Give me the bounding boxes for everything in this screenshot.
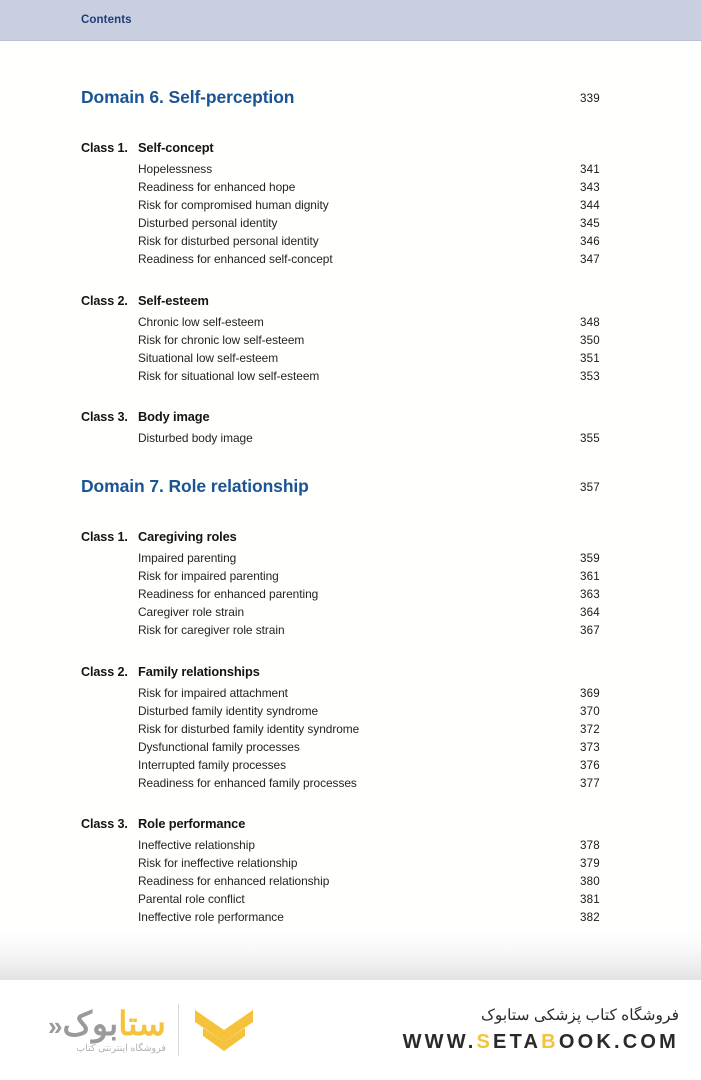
- toc-entry-label: Disturbed personal identity: [138, 216, 278, 231]
- toc-entry-label: Risk for disturbed family identity syndrome: [138, 721, 360, 736]
- domain-title: Domain 6. Self-perception: [81, 87, 295, 107]
- toc-entry-label: Readiness for enhanced self-concept: [138, 252, 333, 267]
- double-chevron-left-icon: «: [48, 1010, 63, 1041]
- toc-entry-page-number: 345: [580, 217, 600, 231]
- url-part-ook-com: OOK.COM: [558, 1031, 679, 1053]
- class-label: Class 2.: [81, 664, 128, 679]
- class-title: Caregiving roles: [138, 529, 237, 545]
- domain-title: Domain 7. Role relationship: [81, 476, 309, 497]
- toc-entry-page-number: 373: [580, 740, 600, 754]
- toc-entry-page-number: 370: [580, 704, 600, 718]
- class-label: Class 2.: [81, 293, 128, 308]
- toc-entry-row[interactable]: [0, 722, 701, 740]
- toc-entry-row[interactable]: [0, 838, 701, 856]
- class-heading-row[interactable]: [0, 816, 701, 838]
- toc-entry-label: Disturbed body image: [138, 430, 253, 445]
- toc-entry-page-number: 381: [580, 893, 600, 907]
- toc-entry-page-number: 351: [580, 351, 600, 365]
- domain-heading-row[interactable]: [0, 87, 701, 118]
- class-heading-row[interactable]: [0, 529, 701, 551]
- toc-entry-page-number: 355: [580, 431, 600, 445]
- toc-entry-row[interactable]: [0, 180, 701, 198]
- logo-divider: [178, 1004, 179, 1056]
- domain-block: [0, 87, 701, 449]
- toc-entry-label: Parental role conflict: [138, 892, 245, 907]
- brand-wordmark-gold: ستا: [118, 1004, 166, 1042]
- toc-entry-label: Readiness for enhanced family processes: [138, 775, 357, 790]
- toc-entry-page-number: 363: [580, 588, 600, 602]
- toc-entry-label: Risk for ineffective relationship: [138, 856, 298, 871]
- class-title: Self-esteem: [138, 292, 209, 308]
- class-label: Class 3.: [81, 409, 128, 424]
- toc-entry-page-number: 341: [580, 163, 600, 176]
- toc-entry-row[interactable]: [0, 910, 701, 928]
- bookstore-watermark: [0, 980, 701, 1080]
- toc-entry-label: Readiness for enhanced hope: [138, 180, 296, 195]
- toc-entry-row[interactable]: [0, 551, 701, 569]
- toc-entry-label: Dysfunctional family processes: [138, 739, 300, 754]
- toc-entry-page-number: 346: [580, 235, 600, 249]
- toc-entry-page-number: 361: [580, 570, 600, 584]
- table-of-contents: [0, 41, 701, 947]
- brand-tagline-fa: فروشگاه کتاب پزشکی ستابوک: [480, 1007, 679, 1024]
- toc-entry-page-number: 369: [580, 686, 600, 700]
- toc-entry-row[interactable]: [0, 369, 701, 387]
- toc-entry-label: Risk for impaired parenting: [138, 569, 279, 584]
- toc-entry-label: Interrupted family processes: [138, 757, 286, 772]
- class-title: Role performance: [138, 816, 246, 832]
- toc-entry-page-number: 364: [580, 606, 600, 620]
- class-heading-row[interactable]: [0, 409, 701, 431]
- url-part-s: S: [476, 1031, 494, 1053]
- toc-entry-label: Risk for chronic low self-esteem: [138, 332, 305, 347]
- toc-entry-row[interactable]: [0, 198, 701, 216]
- class-label: Class 1.: [81, 141, 128, 155]
- toc-entry-label: Ineffective relationship: [138, 838, 255, 853]
- domain-spacer: [0, 449, 701, 476]
- toc-entry-page-number: 376: [580, 758, 600, 772]
- toc-entry-row[interactable]: [0, 162, 701, 180]
- toc-entry-label: Risk for compromised human dignity: [138, 198, 329, 213]
- toc-entry-label: Hopelessness: [138, 162, 213, 176]
- class-title: Family relationships: [138, 663, 260, 679]
- toc-entry-page-number: 359: [580, 552, 600, 566]
- running-header: [0, 0, 701, 41]
- brand-website-url: [403, 1031, 679, 1054]
- domain-page-number: 339: [580, 92, 600, 105]
- toc-entry-label: Impaired parenting: [138, 551, 237, 566]
- toc-entry-row[interactable]: [0, 431, 701, 449]
- url-part-b: B: [541, 1031, 559, 1053]
- class-label: Class 1.: [81, 530, 128, 545]
- brand-logotype: [48, 1004, 166, 1054]
- toc-entry-page-number: 380: [580, 875, 600, 889]
- toc-entry-page-number: 353: [580, 369, 600, 383]
- toc-entry-label: Ineffective role performance: [138, 910, 284, 925]
- toc-entry-row[interactable]: [0, 776, 701, 794]
- section-spacer: [0, 387, 701, 403]
- toc-entry-label: Chronic low self-esteem: [138, 314, 264, 329]
- toc-entry-page-number: 348: [580, 315, 600, 329]
- toc-entry-row[interactable]: [0, 856, 701, 874]
- toc-entry-label: Caregiver role strain: [138, 605, 245, 620]
- section-spacer: [0, 271, 701, 287]
- toc-entry-page-number: 379: [580, 857, 600, 871]
- toc-entry-row[interactable]: [0, 315, 701, 333]
- toc-entry-row[interactable]: [0, 216, 701, 234]
- toc-entry-row[interactable]: [0, 605, 701, 623]
- toc-entry-page-number: 372: [580, 722, 600, 736]
- toc-entry-page-number: 378: [580, 839, 600, 853]
- toc-entry-row[interactable]: [0, 686, 701, 704]
- toc-entry-label: Readiness for enhanced relationship: [138, 874, 330, 889]
- toc-entry-row[interactable]: [0, 623, 701, 641]
- toc-entry-row[interactable]: [0, 892, 701, 910]
- page-bottom-fade: [0, 930, 701, 980]
- class-title: Self-concept: [138, 140, 214, 155]
- brand-logo: [48, 1004, 255, 1056]
- brand-wordmark-gray: بوک: [62, 1004, 119, 1042]
- toc-entry-row[interactable]: [0, 234, 701, 252]
- toc-entry-row[interactable]: [0, 252, 701, 270]
- double-chevron-down-icon: [193, 1006, 255, 1054]
- toc-entry-label: Risk for impaired attachment: [138, 685, 288, 700]
- domain-heading-row[interactable]: [0, 476, 701, 507]
- class-heading-row[interactable]: [0, 664, 701, 686]
- toc-entry-row[interactable]: [0, 587, 701, 605]
- domain-block: [0, 476, 701, 947]
- toc-entry-label: Disturbed family identity syndrome: [138, 703, 319, 718]
- url-part-eta: ETA: [493, 1031, 542, 1053]
- section-spacer: [0, 794, 701, 810]
- class-heading-row[interactable]: [0, 293, 701, 315]
- toc-entry-row[interactable]: [0, 874, 701, 892]
- domain-page-number: 357: [580, 481, 600, 495]
- toc-entry-page-number: 343: [580, 181, 600, 195]
- class-label: Class 3.: [81, 817, 128, 832]
- toc-entry-page-number: 350: [580, 333, 600, 347]
- toc-entry-row[interactable]: [0, 758, 701, 776]
- toc-entry-page-number: 344: [580, 199, 600, 213]
- toc-entry-page-number: 382: [580, 911, 600, 925]
- class-heading-row[interactable]: [0, 140, 701, 162]
- page-sheet: [0, 41, 701, 976]
- toc-entry-row[interactable]: [0, 704, 701, 722]
- class-title: Body image: [138, 408, 210, 424]
- section-spacer: [0, 118, 701, 134]
- brand-logo-tagline: فروشگاه اینترنتی کتاب: [76, 1042, 166, 1054]
- toc-entry-row[interactable]: [0, 351, 701, 369]
- brand-text-block: [403, 1006, 679, 1054]
- toc-entry-page-number: 367: [580, 624, 600, 638]
- toc-entry-row[interactable]: [0, 740, 701, 758]
- toc-entry-page-number: 347: [580, 253, 600, 267]
- section-spacer: [0, 507, 701, 523]
- section-spacer: [0, 642, 701, 658]
- running-header-title: Contents: [81, 14, 132, 26]
- toc-entry-label: Risk for situational low self-esteem: [138, 368, 320, 383]
- brand-wordmark: [48, 1004, 166, 1042]
- toc-entry-label: Risk for caregiver role strain: [138, 623, 285, 638]
- toc-entry-row[interactable]: [0, 569, 701, 587]
- toc-entry-row[interactable]: [0, 333, 701, 351]
- toc-entry-page-number: 377: [580, 776, 600, 790]
- toc-entry-label: Risk for disturbed personal identity: [138, 234, 319, 249]
- toc-entry-label: Situational low self-esteem: [138, 350, 279, 365]
- toc-entry-label: Readiness for enhanced parenting: [138, 587, 319, 602]
- url-part-www: WWW.: [402, 1031, 477, 1053]
